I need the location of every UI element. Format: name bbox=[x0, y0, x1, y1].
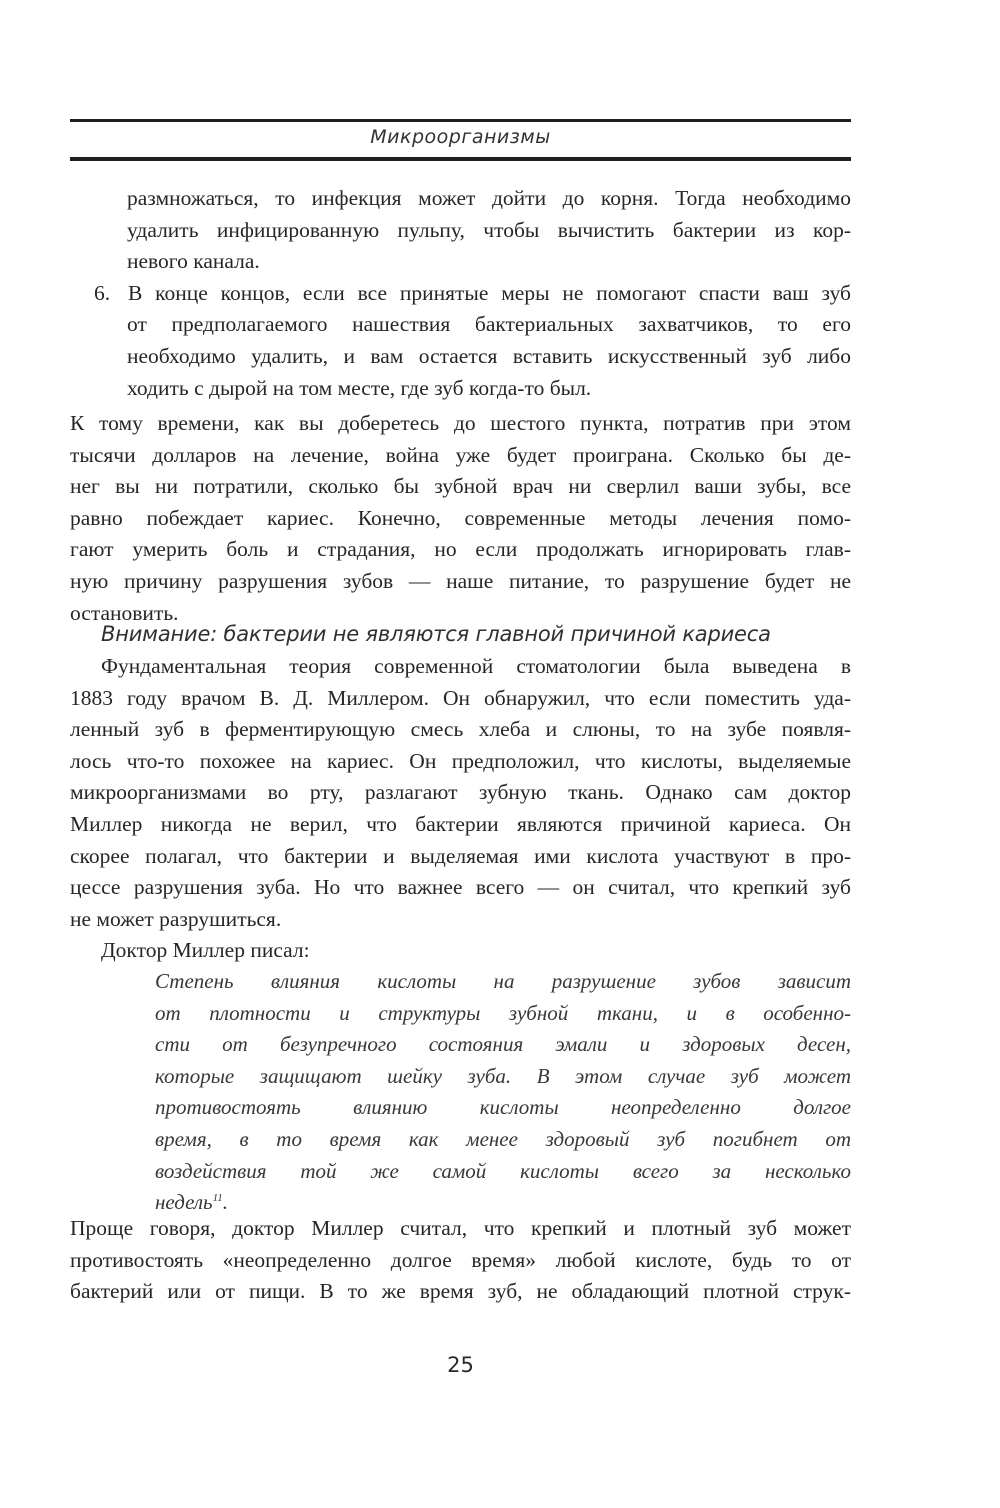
footnote-mark[interactable]: 11 bbox=[212, 1192, 223, 1205]
paragraph-3: Доктор Миллер писал: bbox=[101, 938, 310, 963]
list-continuation-line: размножаться, то инфекция может дойти до корня. Тогда необходимо bbox=[127, 186, 851, 210]
section-subheading: Внимание: бактерии не являются главной причиной кариеса bbox=[101, 622, 771, 646]
quote-line: сти от безупречного состояния эмали и здоровых десен, bbox=[155, 1032, 851, 1057]
paragraph-line: бактерий или от пищи. В то же время зуб, не обладающий плотной струк- bbox=[70, 1279, 851, 1304]
paragraph-line: тысячи долларов на лечение, война уже будет проиграна. Сколько бы де- bbox=[70, 442, 851, 467]
paragraph-line: Миллер никогда не верил, что бактерии являются причиной кариеса. Он bbox=[70, 811, 851, 836]
quote-line: противостоять влиянию кислоты неопределенно долгое bbox=[155, 1095, 851, 1120]
list-item-number: 6. bbox=[94, 280, 111, 305]
numbered-list bbox=[70, 183, 851, 404]
quote-end-punct: . bbox=[222, 1190, 229, 1215]
paragraph-line: гают умерить боль и страдания, но если продолжать игнорировать глав- bbox=[70, 537, 851, 562]
list-continuation-line: невого канала. bbox=[127, 249, 260, 274]
list-item-6-line: необходимо удалить, и вам остается вставить искусственный зуб либо bbox=[127, 343, 851, 368]
header-rule-top bbox=[70, 119, 851, 122]
header-rule-bottom bbox=[70, 157, 851, 161]
quote-line: от плотности и структуры зубной ткани, и в особенно- bbox=[155, 1000, 851, 1025]
paragraph-line: лось что-то похожее на кариес. Он предположил, что кислоты, выделяемые bbox=[70, 748, 851, 773]
list-item-6-first-line bbox=[70, 278, 851, 310]
paragraph-1 bbox=[70, 408, 851, 629]
paragraph-line: противостоять «неопределенно долгое время» любой кислоте, будь то от bbox=[70, 1247, 851, 1272]
paragraph-line: равно побеждает кариес. Конечно, современные методы лечения помо- bbox=[70, 505, 851, 530]
quote-line: которые защищают шейку зуба. В этом случае зуб может bbox=[155, 1063, 851, 1088]
paragraph-line: остановить. bbox=[70, 600, 179, 625]
paragraph-line: ную причину разрушения зубов — наше питание, то разрушение будет не bbox=[70, 568, 851, 593]
paragraph-line: нег вы ни потратили, сколько бы зубной врач ни сверлил ваши зубы, все bbox=[70, 474, 851, 499]
list-item-6-text: В конце концов, если все принятые меры не помогают спасти ваш зуб bbox=[128, 280, 851, 305]
quote-last-word: недель bbox=[155, 1190, 213, 1215]
page-number: 25 bbox=[447, 1353, 474, 1377]
paragraph-line: цессе разрушения зуба. Но что важнее всего — он считал, что крепкий зуб bbox=[70, 875, 851, 900]
running-header: Микроорганизмы bbox=[370, 126, 551, 148]
paragraph-line: ленный зуб в ферментирующую смесь хлеба и слюны, то на зубе появля- bbox=[70, 717, 851, 742]
paragraph-line: Проще говоря, доктор Миллер считал, что крепкий и плотный зуб может bbox=[70, 1216, 851, 1240]
quote-line: время, в то время как менее здоровый зуб погибнет от bbox=[155, 1126, 851, 1151]
paragraph-line: не может разрушиться. bbox=[70, 906, 282, 931]
paragraph-line: скорее полагал, что бактерии и выделяемая ими кислота участвуют в про- bbox=[70, 843, 851, 868]
paragraph-line: К тому времени, как вы доберетесь до шестого пункта, потратив при этом bbox=[70, 411, 851, 435]
block-quote bbox=[70, 966, 851, 1219]
paragraph-line: 1883 году врачом В. Д. Миллером. Он обнаружил, что если поместить уда- bbox=[70, 685, 851, 710]
list-continuation-line: удалить инфицированную пульпу, чтобы вычистить бактерии из кор- bbox=[127, 217, 851, 242]
quote-line: воздействия той же самой кислоты всего за несколько bbox=[155, 1158, 851, 1183]
paragraph-2 bbox=[70, 651, 851, 967]
paragraph-line: Фундаментальная теория современной стоматологии была выведена в bbox=[101, 654, 851, 678]
quote-line: Степень влияния кислоты на разрушение зубов зависит bbox=[155, 969, 851, 993]
paragraph-4 bbox=[70, 1213, 851, 1308]
list-item-6-line: от предполагаемого нашествия бактериальных захватчиков, то его bbox=[127, 312, 851, 337]
paragraph-line: микроорганизмами во рту, разлагают зубную ткань. Однако сам доктор bbox=[70, 780, 851, 805]
list-item-6-line: ходить с дырой на том месте, где зуб когда-то был. bbox=[127, 375, 592, 400]
